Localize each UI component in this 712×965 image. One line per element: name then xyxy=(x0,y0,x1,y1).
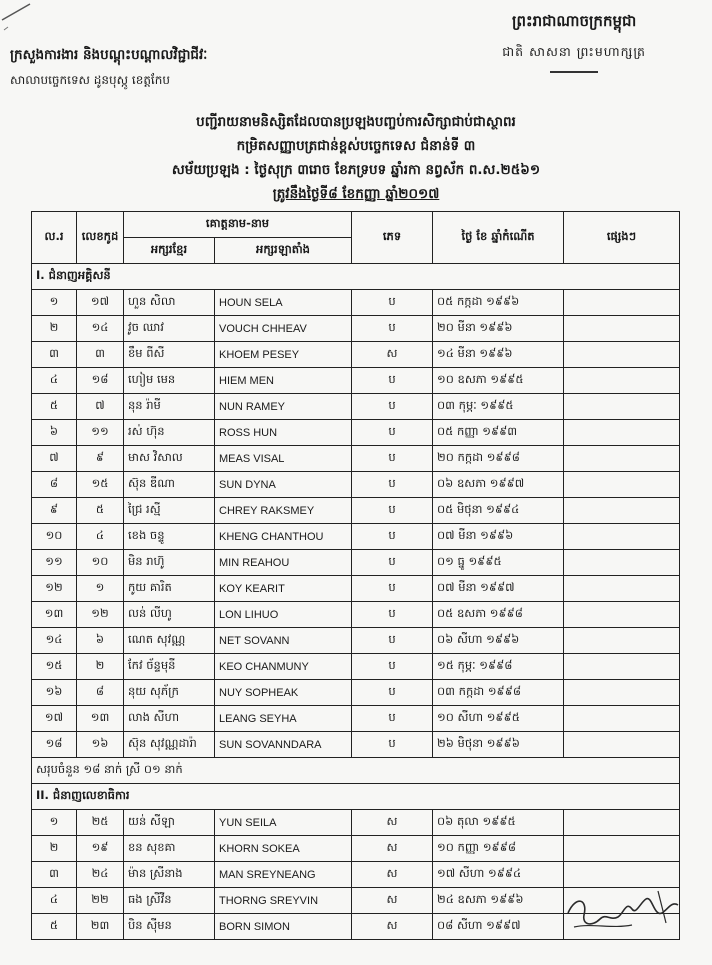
student-code: ១៣ xyxy=(77,706,124,732)
kingdom-name: ព្រះរាជាណាចក្រកម្ពុជា xyxy=(511,12,637,30)
student-code: ១០ xyxy=(77,550,124,576)
note-cell xyxy=(564,576,680,602)
student-code: ១៩ xyxy=(77,836,124,862)
khmer-name: នុយ សុភ័ក្រ xyxy=(124,680,215,706)
student-code: ១៦ xyxy=(77,732,124,758)
student-code: ៤ xyxy=(77,524,124,550)
title-line-4: ត្រូវនឹងថ្ងៃទី៨ ខែកញ្ញា ឆ្នាំ២០១៧ xyxy=(272,186,440,202)
date-of-birth: ១៧ សីហា ១៩៩៤ xyxy=(433,862,564,888)
row-number: ១២ xyxy=(32,576,77,602)
sex-cell: ស xyxy=(352,836,433,862)
section-title: II. ជំនាញលេខាធិការ xyxy=(32,784,680,810)
table-row xyxy=(32,680,680,706)
table-row xyxy=(32,836,680,862)
khmer-name: ហួន សិលា xyxy=(124,290,215,316)
latin-name: NUY SOPHEAK xyxy=(215,680,352,706)
kingdom-header xyxy=(502,12,646,73)
date-of-birth: ០៦ សីហា ១៩៩៦ xyxy=(433,628,564,654)
row-number: ៥ xyxy=(32,394,77,420)
title-line-2: កម្រិតសញ្ញាបត្រជាន់ខ្ពស់បច្ចេកទេស ជំនាន់ទី ៣ xyxy=(236,138,476,154)
section-row xyxy=(32,784,680,810)
date-of-birth: ០៥ កក្កដា ១៩៩៦ xyxy=(433,290,564,316)
sex-cell: ប xyxy=(352,446,433,472)
date-of-birth: ០៦ ឧសភា ១៩៩៧ xyxy=(433,472,564,498)
table-row xyxy=(32,498,680,524)
note-cell xyxy=(564,368,680,394)
table-row xyxy=(32,368,680,394)
row-number: ៧ xyxy=(32,446,77,472)
sex-cell: ប xyxy=(352,472,433,498)
sex-cell: ប xyxy=(352,576,433,602)
date-of-birth: ០៣ កក្កដា ១៩៩៨ xyxy=(433,680,564,706)
khmer-name: លាង សីហា xyxy=(124,706,215,732)
latin-name: SUN SOVANNDARA xyxy=(215,732,352,758)
note-cell xyxy=(564,836,680,862)
note-cell xyxy=(564,732,680,758)
latin-name: NET SOVANN xyxy=(215,628,352,654)
sex-cell: ប xyxy=(352,394,433,420)
note-cell xyxy=(564,628,680,654)
section-row xyxy=(32,264,680,290)
latin-name: HIEM MEN xyxy=(215,368,352,394)
school-name: សាលាបច្ចេកទេស ដូនបុស្កូ ខេត្តកែប xyxy=(10,73,170,87)
table-row xyxy=(32,628,680,654)
table-row xyxy=(32,576,680,602)
row-number: ១ xyxy=(32,810,77,836)
table-row xyxy=(32,420,680,446)
khmer-name: ធង ស្រីវីន xyxy=(124,888,215,914)
khmer-name: យន់ សីឡា xyxy=(124,810,215,836)
col-no-header: ល.រ xyxy=(32,212,77,264)
student-code: ៩ xyxy=(77,446,124,472)
student-code: ១៥ xyxy=(77,472,124,498)
latin-name: NUN RAMEY xyxy=(215,394,352,420)
scan-mark xyxy=(0,0,40,40)
motto-divider xyxy=(550,71,598,73)
table-row xyxy=(32,394,680,420)
student-code: ៧ xyxy=(77,394,124,420)
date-of-birth: ២០ មីនា ១៩៩៦ xyxy=(433,316,564,342)
date-of-birth: ០៧ មីនា ១៩៩៦ xyxy=(433,524,564,550)
date-of-birth: ០៨ សីហា ១៩៩៧ xyxy=(433,914,564,940)
note-cell xyxy=(564,290,680,316)
table-row xyxy=(32,654,680,680)
ministry-name: ក្រសួងការងារ និងបណ្តុះបណ្តាលវិជ្ជាជីវៈ xyxy=(10,47,208,63)
latin-name: KOY KEARIT xyxy=(215,576,352,602)
student-code: ៨ xyxy=(77,680,124,706)
latin-name: MIN REAHOU xyxy=(215,550,352,576)
latin-name: MAN SREYNEANG xyxy=(215,862,352,888)
col-dob-header: ថ្ងៃ ខែ ឆ្នាំកំណើត xyxy=(433,212,564,264)
note-cell xyxy=(564,394,680,420)
student-code: ២៣ xyxy=(77,914,124,940)
table-row xyxy=(32,446,680,472)
summary-row xyxy=(32,758,680,784)
section-title: I. ជំនាញអគ្គិសនី xyxy=(32,264,680,290)
khmer-name: នុន រ៉ាមី xyxy=(124,394,215,420)
latin-name: LON LIHUO xyxy=(215,602,352,628)
khmer-name: បិន ស៊ីមន xyxy=(124,914,215,940)
col-name-group-header: គោត្តនាម-នាម xyxy=(124,212,352,238)
sex-cell: ប xyxy=(352,732,433,758)
sex-cell: ប xyxy=(352,680,433,706)
date-of-birth: ០៥ មិថុនា ១៩៩៤ xyxy=(433,498,564,524)
latin-name: KHENG CHANTHOU xyxy=(215,524,352,550)
khmer-name: ជ្រៃ រស្មី xyxy=(124,498,215,524)
khmer-name: ស៊ុន ឌីណា xyxy=(124,472,215,498)
date-of-birth: ០៣ កុម្ភៈ ១៩៩៥ xyxy=(433,394,564,420)
table-row xyxy=(32,524,680,550)
row-number: ៦ xyxy=(32,420,77,446)
student-code: ៦ xyxy=(77,628,124,654)
row-number: ៣ xyxy=(32,862,77,888)
date-of-birth: ២៤ ឧសភា ១៩៩៦ xyxy=(433,888,564,914)
sex-cell: ប xyxy=(352,628,433,654)
col-sex-header: ភេទ xyxy=(352,212,433,264)
date-of-birth: ១៤ មីនា ១៩៩៦ xyxy=(433,342,564,368)
title-line-1: បញ្ជីរាយនាមនិស្សិតដែលបានប្រឡងបញ្ចប់ការសិក្សាជាប់ជាស្ថាពរ xyxy=(196,114,516,130)
row-number: ១៨ xyxy=(32,732,77,758)
note-cell xyxy=(564,602,680,628)
note-cell xyxy=(564,342,680,368)
row-number: ១ xyxy=(32,290,77,316)
student-code: ២២ xyxy=(77,888,124,914)
note-cell xyxy=(564,420,680,446)
date-of-birth: ១០ សីហា ១៩៩៥ xyxy=(433,706,564,732)
row-number: ៥ xyxy=(32,914,77,940)
latin-name: MEAS VISAL xyxy=(215,446,352,472)
student-code: ១៧ xyxy=(77,290,124,316)
col-code-header: លេខកូដ xyxy=(77,212,124,264)
national-motto: ជាតិ សាសនា ព្រះមហាក្សត្រ xyxy=(502,44,646,59)
row-number: ១០ xyxy=(32,524,77,550)
khmer-name: ម៉ាន ស្រីនាង xyxy=(124,862,215,888)
date-of-birth: ១០ កញ្ញា ១៩៩៨ xyxy=(433,836,564,862)
khmer-name: ស៊ុន សុវណ្ណដារ៉ា xyxy=(124,732,215,758)
row-number: ១១ xyxy=(32,550,77,576)
table-row xyxy=(32,810,680,836)
table-row xyxy=(32,316,680,342)
note-cell xyxy=(564,498,680,524)
date-of-birth: ១៥ កុម្ភៈ ១៩៩៨ xyxy=(433,654,564,680)
table-row xyxy=(32,602,680,628)
sex-cell: ស xyxy=(352,914,433,940)
table-row xyxy=(32,290,680,316)
note-cell xyxy=(564,524,680,550)
latin-name: KEO CHANMUNY xyxy=(215,654,352,680)
khmer-name: ខន សុខគា xyxy=(124,836,215,862)
student-code: ២ xyxy=(77,654,124,680)
student-code: ៣ xyxy=(77,342,124,368)
sex-cell: ប xyxy=(352,420,433,446)
student-code: ៥ xyxy=(77,498,124,524)
latin-name: VOUCH CHHEAV xyxy=(215,316,352,342)
note-cell xyxy=(564,706,680,732)
note-cell xyxy=(564,680,680,706)
student-code: ២៥ xyxy=(77,810,124,836)
note-cell xyxy=(564,654,680,680)
student-code: ១១ xyxy=(77,420,124,446)
khmer-name: ណេត សុវណ្ណ xyxy=(124,628,215,654)
sex-cell: ស xyxy=(352,810,433,836)
date-of-birth: ២០ កក្កដា ១៩៩៨ xyxy=(433,446,564,472)
sex-cell: ស xyxy=(352,862,433,888)
table-row xyxy=(32,732,680,758)
date-of-birth: ០៦ តុលា ១៩៩៥ xyxy=(433,810,564,836)
date-of-birth: ០៥ ឧសភា ១៩៩៨ xyxy=(433,602,564,628)
latin-name: YUN SEILA xyxy=(215,810,352,836)
sex-cell: ប xyxy=(352,368,433,394)
date-of-birth: ០១ ធ្នូ ១៩៩៥ xyxy=(433,550,564,576)
latin-name: LEANG SEYHA xyxy=(215,706,352,732)
title-line-3: សម័យប្រឡង : ថ្ងៃសុក្រ ៣រោច ខែភទ្របទ ឆ្នាំរកា នព្វស័ក ព.ស.២៥៦១ xyxy=(171,162,541,178)
note-cell xyxy=(564,472,680,498)
row-number: ១៦ xyxy=(32,680,77,706)
sex-cell: ស xyxy=(352,342,433,368)
latin-name: KHOEM PESEY xyxy=(215,342,352,368)
note-cell xyxy=(564,550,680,576)
table-header xyxy=(32,212,680,264)
col-khmer-name-header: អក្សរខ្មែរ xyxy=(124,238,215,264)
note-cell xyxy=(564,316,680,342)
student-code: ១៨ xyxy=(77,368,124,394)
row-number: ៩ xyxy=(32,498,77,524)
student-code: ២៤ xyxy=(77,862,124,888)
table-body xyxy=(32,264,680,940)
sex-cell: ប xyxy=(352,654,433,680)
student-roster-table xyxy=(31,211,680,940)
table-row xyxy=(32,342,680,368)
sex-cell: ស xyxy=(352,888,433,914)
row-number: ១៧ xyxy=(32,706,77,732)
khmer-name: កែវ ច័ន្ទមុនី xyxy=(124,654,215,680)
khmer-name: ខឹម ពីសី xyxy=(124,342,215,368)
student-code: ១៤ xyxy=(77,316,124,342)
khmer-name: មាស វិសាល xyxy=(124,446,215,472)
sex-cell: ប xyxy=(352,524,433,550)
row-number: ៨ xyxy=(32,472,77,498)
date-of-birth: ១០ ឧសភា ១៩៩៥ xyxy=(433,368,564,394)
row-number: ៤ xyxy=(32,368,77,394)
row-number: ១៤ xyxy=(32,628,77,654)
date-of-birth: ០៥ កញ្ញា ១៩៩៣ xyxy=(433,420,564,446)
latin-name: ROSS HUN xyxy=(215,420,352,446)
khmer-name: មិន រាហ៊ូ xyxy=(124,550,215,576)
sex-cell: ប xyxy=(352,602,433,628)
document-title xyxy=(0,110,712,206)
student-code: ១ xyxy=(77,576,124,602)
section-summary: សរុបចំនួន ១៨ នាក់ ស្រី ០១ នាក់ xyxy=(32,758,680,784)
date-of-birth: ០៧ មីនា ១៩៩៧ xyxy=(433,576,564,602)
latin-name: THORNG SREYVIN xyxy=(215,888,352,914)
row-number: ១៣ xyxy=(32,602,77,628)
sex-cell: ប xyxy=(352,550,433,576)
sex-cell: ប xyxy=(352,290,433,316)
row-number: ៣ xyxy=(32,342,77,368)
latin-name: HOUN SELA xyxy=(215,290,352,316)
table-row xyxy=(32,472,680,498)
khmer-name: រស់ ហ៊ុន xyxy=(124,420,215,446)
khmer-name: លន់ លីហូ xyxy=(124,602,215,628)
latin-name: BORN SIMON xyxy=(215,914,352,940)
table-row xyxy=(32,706,680,732)
row-number: ២ xyxy=(32,316,77,342)
latin-name: SUN DYNA xyxy=(215,472,352,498)
note-cell xyxy=(564,810,680,836)
row-number: ១៥ xyxy=(32,654,77,680)
khmer-name: ហៀម មេន xyxy=(124,368,215,394)
sex-cell: ប xyxy=(352,706,433,732)
col-latin-name-header: អក្សរឡាតាំង xyxy=(215,238,352,264)
col-other-header: ផ្សេងៗ xyxy=(564,212,680,264)
khmer-name: ខេង ចន្ទូ xyxy=(124,524,215,550)
khmer-name: កូយ គារិត xyxy=(124,576,215,602)
row-number: ២ xyxy=(32,836,77,862)
sex-cell: ប xyxy=(352,498,433,524)
khmer-name: វូច ឈាវ xyxy=(124,316,215,342)
sex-cell: ប xyxy=(352,316,433,342)
signature xyxy=(562,883,682,943)
latin-name: KHORN SOKEA xyxy=(215,836,352,862)
date-of-birth: ២៦ មិថុនា ១៩៩៦ xyxy=(433,732,564,758)
note-cell xyxy=(564,446,680,472)
latin-name: CHREY RAKSMEY xyxy=(215,498,352,524)
row-number: ៤ xyxy=(32,888,77,914)
table-row xyxy=(32,550,680,576)
student-code: ១២ xyxy=(77,602,124,628)
